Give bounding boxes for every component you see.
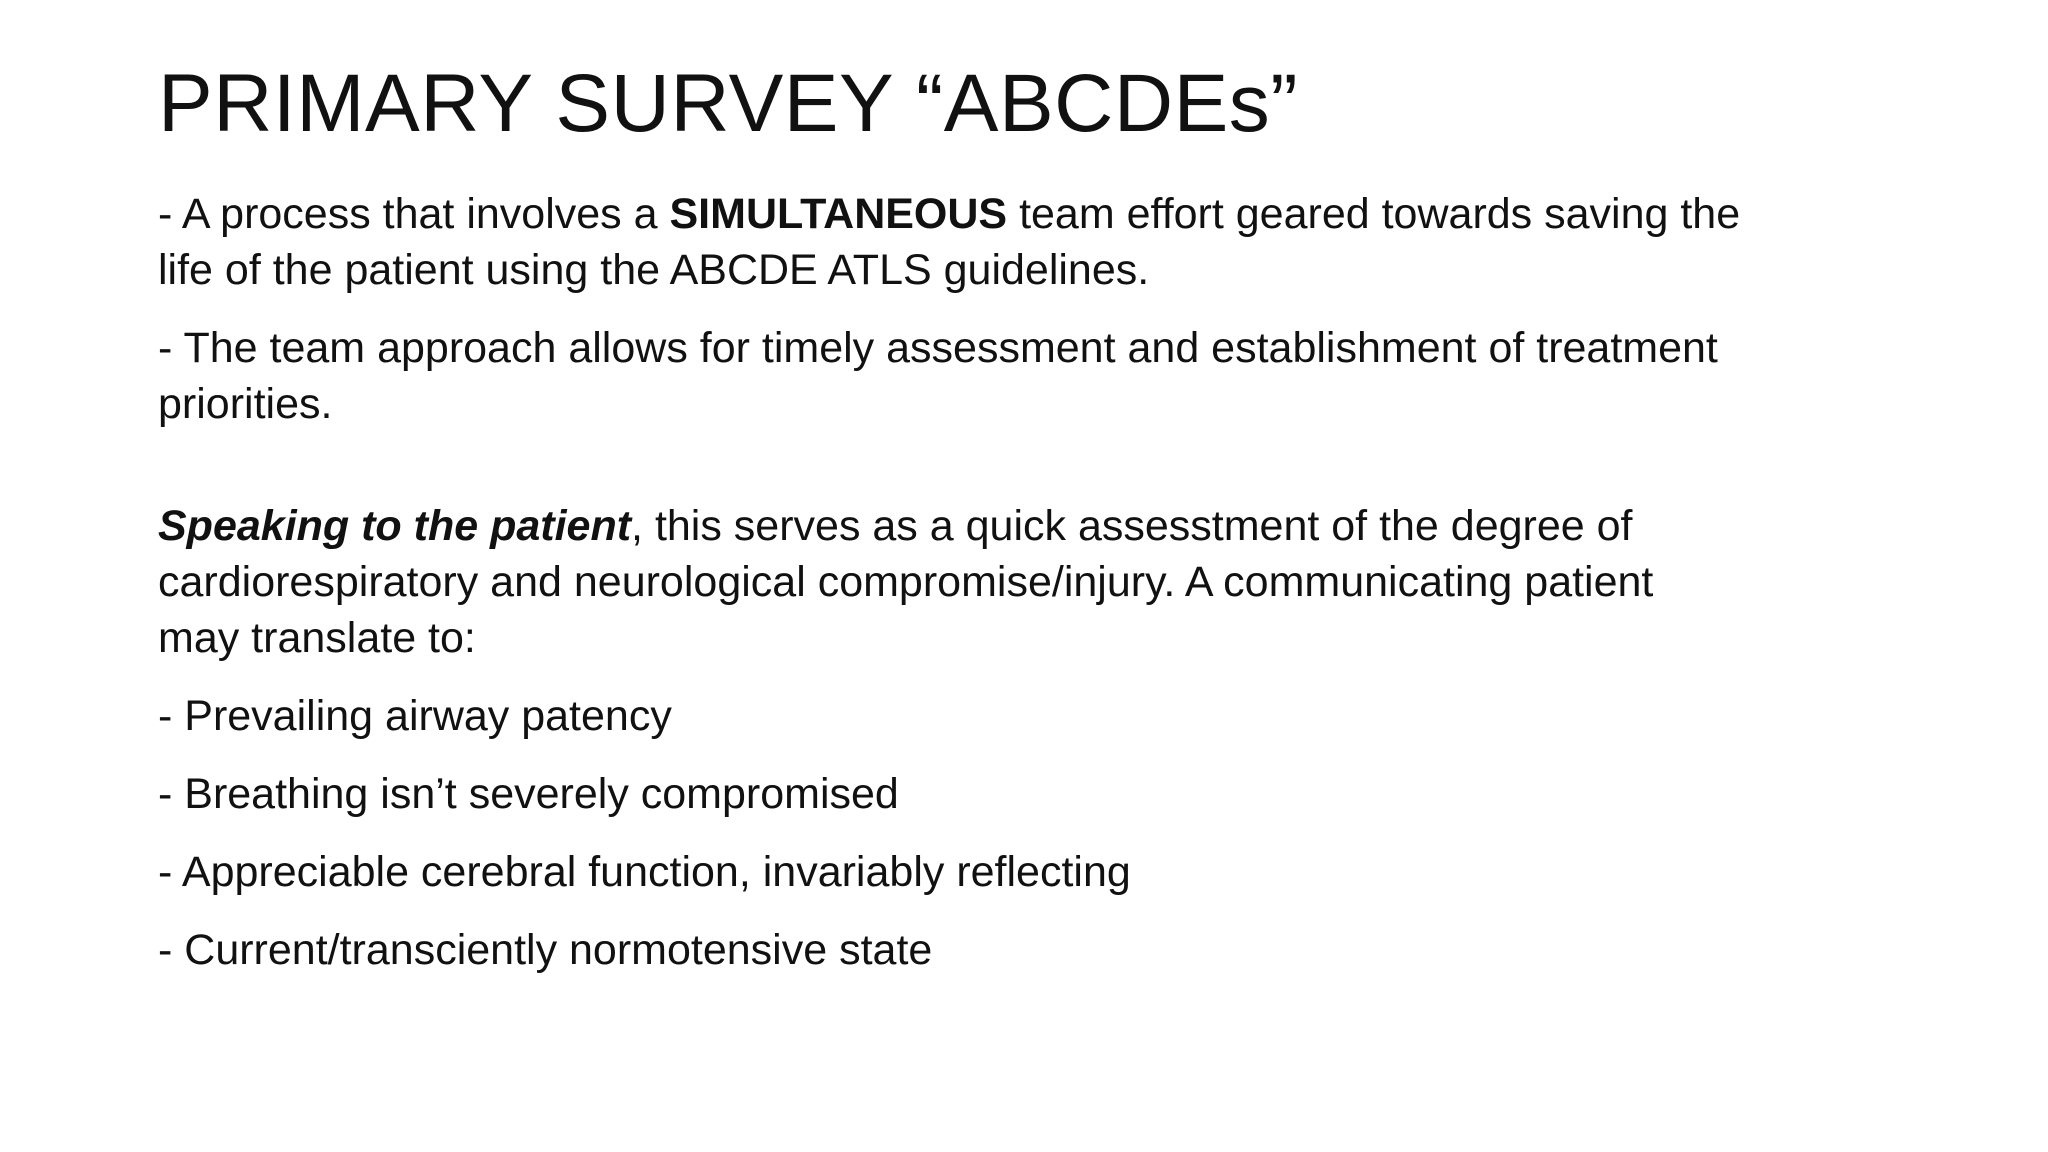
bullet-airway: - Prevailing airway patency bbox=[158, 692, 672, 740]
process-text-post: team effort geared towards saving the bbox=[1007, 190, 1741, 238]
paragraph-team-approach bbox=[158, 320, 1958, 432]
bullet-normotensive: - Current/transciently normotensive state bbox=[158, 926, 933, 974]
slide-title: PRIMARY SURVEY “ABCDEs” bbox=[158, 58, 1299, 149]
simultaneous-emphasis: SIMULTANEOUS bbox=[669, 190, 1008, 238]
speaking-line3: may translate to: bbox=[158, 614, 476, 662]
paragraph-speaking bbox=[158, 498, 1958, 666]
speaking-line1 bbox=[158, 498, 1958, 554]
speaking-emphasis: Speaking to the patient bbox=[158, 502, 632, 550]
team-approach-line1: - The team approach allows for timely assessment and establishment of treatment bbox=[158, 324, 1718, 372]
paragraph-process-line1 bbox=[158, 186, 1958, 242]
slide-body bbox=[158, 186, 1958, 978]
process-text-pre: - A process that involves a bbox=[158, 190, 670, 238]
bullet-breathing: - Breathing isn’t severely compromised bbox=[158, 770, 899, 818]
paragraph-process bbox=[158, 186, 1958, 298]
team-approach-line2: priorities. bbox=[158, 380, 333, 428]
speaking-text-post: , this serves as a quick assesstment of the degree of bbox=[631, 502, 1633, 550]
paragraph-process-line2: life of the patient using the ABCDE ATLS guidelines. bbox=[158, 246, 1150, 294]
speaking-line2: cardiorespiratory and neurological compromise/injury. A communicating patient bbox=[158, 558, 1654, 606]
bullet-cerebral: - Appreciable cerebral function, invariably reflecting bbox=[158, 848, 1131, 896]
